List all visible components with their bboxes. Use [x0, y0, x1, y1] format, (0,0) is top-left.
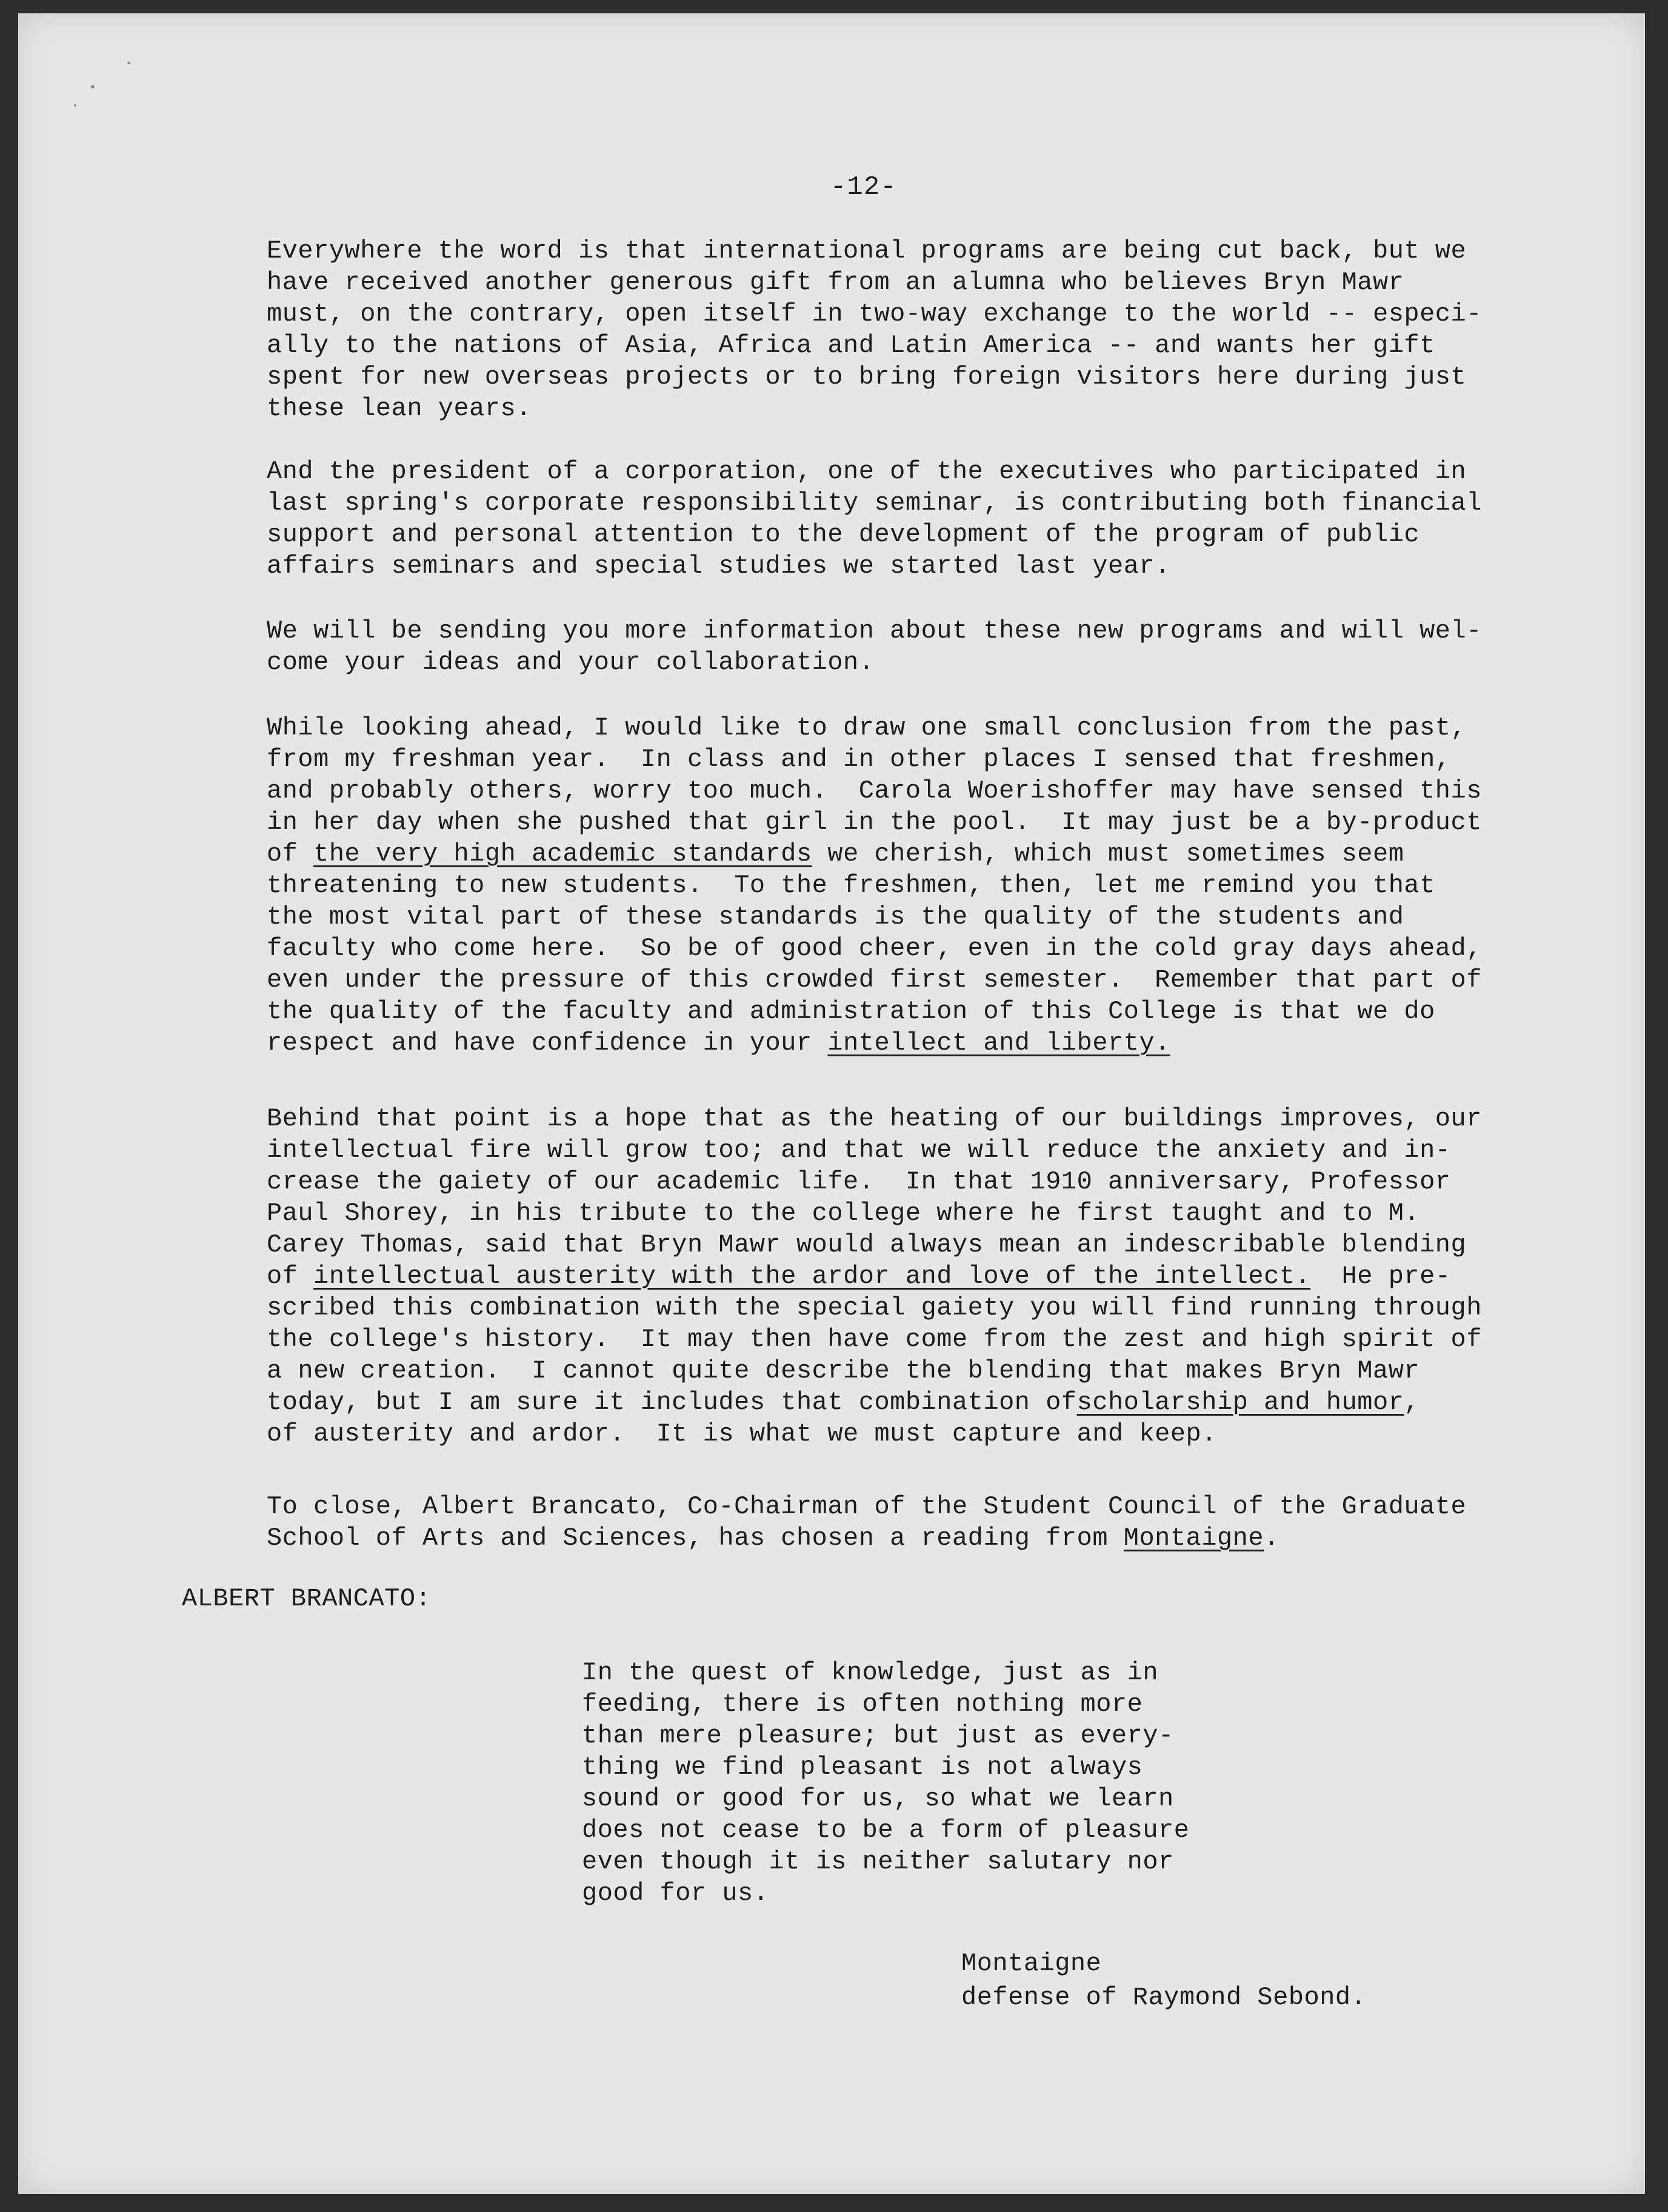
text-line: ally to the nations of Asia, Africa and Latin America -- and wants her gift [267, 331, 1435, 360]
paragraph-freshman-year [267, 712, 1503, 1059]
scan-speck [74, 104, 76, 107]
text-line: affairs seminars and special studies we started last year. [267, 551, 1170, 581]
attribution-source: defense of Raymond Sebond. [961, 1983, 1367, 2012]
text-fragment: He pre- [1310, 1262, 1451, 1291]
text-fragment: today, but I am sure it includes that combination of [267, 1388, 1077, 1417]
text-line: these lean years. [267, 394, 532, 423]
text-line: threatening to new students. To the freshmen, then, let me remind you that [267, 871, 1435, 900]
text-line: faculty who come here. So be of good cheer, even in the cold gray days ahead, [267, 934, 1482, 963]
text-line: Paul Shorey, in his tribute to the college where he first taught and to M. [267, 1199, 1420, 1228]
text-line: last spring's corporate responsibility seminar, is contributing both financial [267, 488, 1482, 518]
quote-line: does not cease to be a form of pleasure [582, 1816, 1190, 1845]
text-line: And the president of a corporation, one of the executives who participated in [267, 457, 1467, 486]
quote-line: feeding, there is often nothing more [582, 1690, 1143, 1719]
underlined-phrase: intellect and liberty. [827, 1028, 1170, 1058]
text-line: crease the gaiety of our academic life. In that 1910 anniversary, Professor [267, 1167, 1451, 1196]
text-line: We will be sending you more information about these new programs and will wel- [267, 616, 1482, 645]
paragraph-closing [267, 1491, 1503, 1554]
text-line: Behind that point is a hope that as the heating of our buildings improves, our [267, 1104, 1482, 1133]
text-fragment: respect and have confidence in your [267, 1028, 828, 1058]
text-line: from my freshman year. In class and in other places I sensed that freshmen, [267, 745, 1451, 774]
text-line: the quality of the faculty and administration of this College is that we do [267, 997, 1435, 1026]
quote-attribution [961, 1947, 1366, 2014]
speaker-label: ALBERT BRANCATO: [182, 1584, 432, 1613]
text-line: of austerity and ardor. It is what we must capture and keep. [267, 1419, 1217, 1448]
quote-line: than mere pleasure; but just as every- [582, 1721, 1174, 1750]
paragraph-more-information [267, 615, 1503, 678]
attribution-author: Montaigne [961, 1949, 1102, 1978]
text-line: the most vital part of these standards is the quality of the students and [267, 902, 1404, 931]
text-line: even under the pressure of this crowded first semester. Remember that part of [267, 965, 1482, 994]
text-fragment: School of Arts and Sciences, has chosen a reading from [267, 1524, 1124, 1553]
text-line: a new creation. I cannot quite describe the blending that makes Bryn Mawr [267, 1356, 1420, 1385]
text-fragment: of [267, 839, 314, 868]
quote-line: sound or good for us, so what we learn [582, 1784, 1174, 1813]
quote-line: even though it is neither salutary nor [582, 1847, 1174, 1876]
scan-speck [127, 62, 130, 64]
text-line: While looking ahead, I would like to draw one small conclusion from the past, [267, 713, 1467, 742]
text-line: intellectual fire will grow too; and that we will reduce the anxiety and in- [267, 1136, 1451, 1165]
montaigne-quote [582, 1657, 1189, 1909]
text-line: To close, Albert Brancato, Co-Chairman of the Student Council of the Graduate [267, 1492, 1467, 1521]
text-line: and probably others, worry too much. Carola Woerishoffer may have sensed this [267, 776, 1482, 805]
underlined-phrase: scholarship and humor [1076, 1388, 1404, 1417]
underlined-phrase: intellectual austerity with the ardor and love of the intellect. [313, 1262, 1311, 1291]
text-line: Carey Thomas, said that Bryn Mawr would always mean an indescribable blending [267, 1230, 1467, 1259]
paragraph-corporation-president [267, 456, 1503, 582]
text-fragment: of [267, 1262, 314, 1291]
quote-line: In the quest of knowledge, just as in [582, 1658, 1159, 1687]
text-line: come your ideas and your collaboration. [267, 648, 875, 677]
text-line: must, on the contrary, open itself in two-way exchange to the world -- especi- [267, 299, 1482, 328]
text-fragment: , [1404, 1388, 1420, 1417]
page-number: -12- [830, 172, 897, 202]
underlined-phrase: the very high academic standards [313, 839, 812, 868]
quote-line: good for us. [582, 1879, 769, 1908]
paragraph-international-programs [267, 235, 1503, 424]
scan-speck [91, 85, 95, 88]
text-line: spent for new overseas projects or to bring foreign visitors here during just [267, 362, 1467, 391]
text-line: Everywhere the word is that international programs are being cut back, but we [267, 236, 1467, 265]
paragraph-intellectual-fire [267, 1103, 1503, 1450]
text-fragment: we cherish, which must sometimes seem [812, 839, 1404, 868]
document-page [18, 13, 1645, 2194]
text-line: the college's history. It may then have come from the zest and high spirit of [267, 1325, 1482, 1354]
text-line: scribed this combination with the special gaiety you will find running through [267, 1293, 1482, 1322]
quote-line: thing we find pleasant is not always [582, 1753, 1143, 1782]
underlined-phrase: Montaigne [1123, 1524, 1264, 1553]
text-line: have received another generous gift from an alumna who believes Bryn Mawr [267, 268, 1404, 297]
text-line: support and personal attention to the development of the program of public [267, 520, 1420, 549]
text-fragment: . [1264, 1524, 1279, 1553]
text-line: in her day when she pushed that girl in the pool. It may just be a by-product [267, 808, 1482, 837]
